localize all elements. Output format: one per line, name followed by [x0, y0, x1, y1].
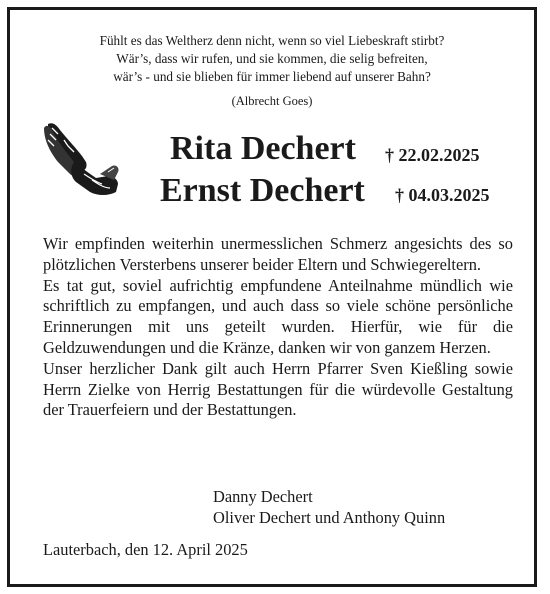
death-date: † 22.02.2025 — [385, 145, 480, 165]
praying-hands-icon — [38, 118, 122, 198]
signature-line: Danny Dechert — [213, 487, 313, 506]
deceased-row — [160, 171, 530, 213]
paragraph: Es tat gut, soviel aufrichtig empfundene Anteilnahme mündlich wie schriftlich zu empfangen, und auch dass so viele schöne persönliche Erinnerungen mit uns geteilt wurden. Hierfür, wie für die Geldzuwendungen und die Kränze, danken wir von ganzem Herzen. — [43, 275, 513, 357]
place-date: Lauterbach, den 12. April 2025 — [43, 540, 248, 559]
signature-line: Oliver Dechert und Anthony Quinn — [213, 507, 446, 527]
deceased-name: Rita Dechert — [170, 130, 356, 167]
quote-line: Fühlt es das Weltherz denn nicht, wenn so viel Liebeskraft stirbt? — [99, 33, 445, 48]
deceased-row — [160, 129, 530, 171]
obituary-notice — [7, 7, 537, 587]
poem-quote — [10, 32, 534, 110]
signatures — [213, 487, 445, 528]
quote-author: (Albrecht Goes) — [231, 94, 313, 108]
thank-you-text — [43, 234, 513, 421]
deceased-names — [160, 129, 530, 213]
quote-line: Wär’s, dass wir rufen, und sie kommen, die selig befreiten, — [116, 51, 428, 66]
paragraph: Unser herzlicher Dank gilt auch Herrn Pfarrer Sven Kießling sowie Herrn Zielke von Herrig Bestattungen für die würdevolle Gestaltung der Trauerfeiern und der Bestattungen. — [43, 358, 513, 420]
deceased-name: Ernst Dechert — [160, 172, 365, 209]
death-date: † 04.03.2025 — [395, 185, 490, 205]
quote-line: wär’s - und sie blieben für immer liebend auf unserer Bahn? — [113, 69, 431, 84]
paragraph: Wir empfinden weiterhin unermesslichen Schmerz angesichts des so plötzlichen Versterbens unserer beider Eltern und Schwiegereltern. — [43, 234, 513, 274]
